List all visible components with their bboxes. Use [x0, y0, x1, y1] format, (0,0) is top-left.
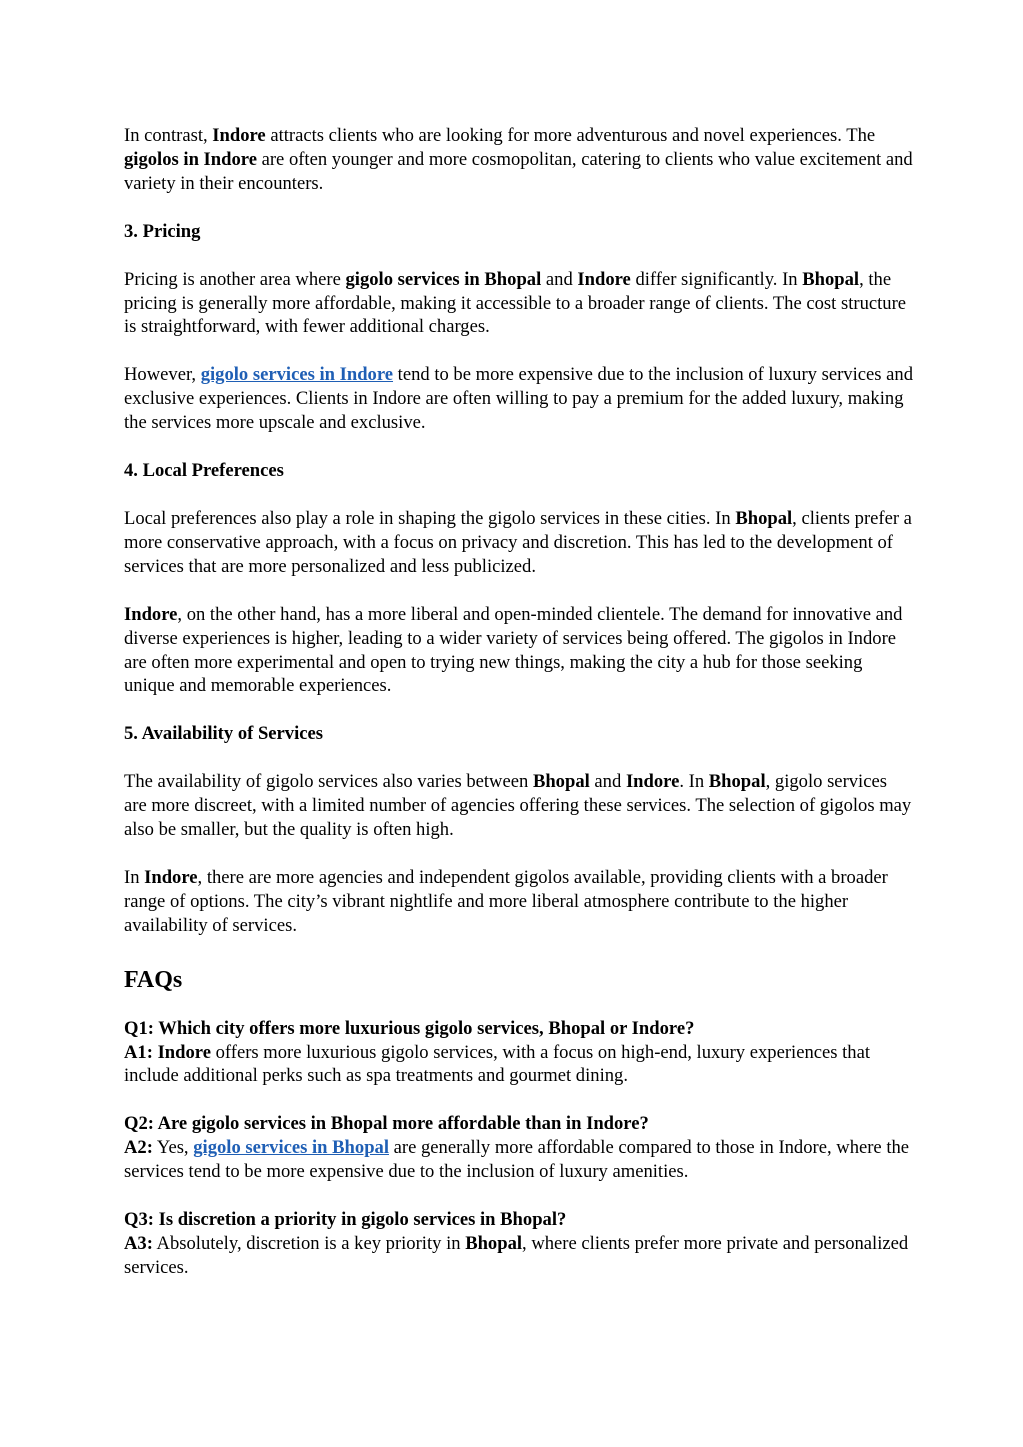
faq-question-1: Q1: Which city offers more luxurious gigolo services, Bhopal or Indore? — [124, 1017, 695, 1039]
availability-heading: 5. Availability of Services — [124, 723, 324, 745]
local-preferences-heading: 4. Local Preferences — [124, 460, 284, 482]
pricing-paragraph-2: However, gigolo services in Indore tend to be more expensive due to the inclusion of luxury services and exclusive experiences. Clients in Indore are often willing to pay a premium for the added luxury, making the services more upscale and exclusive. — [124, 364, 913, 434]
faq-item-2 — [124, 1112, 914, 1184]
faq-question-3: Q3: Is discretion a priority in gigolo services in Bhopal? — [124, 1209, 567, 1231]
faq-item-3 — [124, 1208, 914, 1280]
local-paragraph-2: Indore, on the other hand, has a more liberal and open-minded clientele. The demand for innovative and diverse experiences is higher, leading to a wider variety of services being offered. The gigolos in Indore are often more experimental and open to trying new things, making the city a hub for those seeking unique and memorable experiences. — [124, 603, 903, 697]
faq-answer-1: A1: Indore offers more luxurious gigolo services, with a focus on high-end, luxury experiences that include additional perks such as spa treatments and gourmet dining. — [124, 1041, 871, 1087]
intro-paragraph: In contrast, Indore attracts clients who are looking for more adventurous and novel experiences. The gigolos in Indore are often younger and more cosmopolitan, catering to clients who value excitement and variety in their encounters. — [124, 125, 913, 194]
faq-answer-2: A2: Yes, gigolo services in Bhopal are generally more affordable compared to those in Indore, where the services tend to be more expensive due to the inclusion of luxury amenities. — [124, 1137, 910, 1183]
faq-question-2: Q2: Are gigolo services in Bhopal more affordable than in Indore? — [124, 1113, 649, 1135]
faq-item-1 — [124, 1017, 914, 1089]
gigolo-services-bhopal-link[interactable]: gigolo services in Bhopal — [193, 1137, 389, 1159]
local-paragraph-1: Local preferences also play a role in shaping the gigolo services in these cities. In Bhopal, clients prefer a more conservative approach, with a focus on privacy and discretion. This has led to the development of services that are more personalized and less publicized. — [124, 507, 912, 577]
faq-answer-3: A3: Absolutely, discretion is a key priority in Bhopal, where clients prefer more private and personalized services. — [124, 1233, 909, 1278]
faqs-heading: FAQs — [124, 966, 183, 993]
availability-paragraph-2: In Indore, there are more agencies and independent gigolos available, providing clients with a broader range of options. The city’s vibrant nightlife and more liberal atmosphere contribute to the higher availability of services. — [124, 866, 888, 936]
document-page — [124, 124, 914, 1304]
pricing-paragraph-1: Pricing is another area where gigolo services in Bhopal and Indore differ significantly. In Bhopal, the pricing is generally more affordable, making it accessible to a broader range of clients. The cost structure is straightforward, with fewer additional charges. — [124, 268, 907, 338]
availability-paragraph-1: The availability of gigolo services also varies between Bhopal and Indore. In Bhopal, gigolo services are more discreet, with a limited number of agencies offering these services. The selection of gigolos may also be smaller, but the quality is often high. — [124, 771, 912, 841]
gigolo-services-indore-link[interactable]: gigolo services in Indore — [200, 364, 394, 386]
pricing-heading: 3. Pricing — [124, 220, 201, 242]
